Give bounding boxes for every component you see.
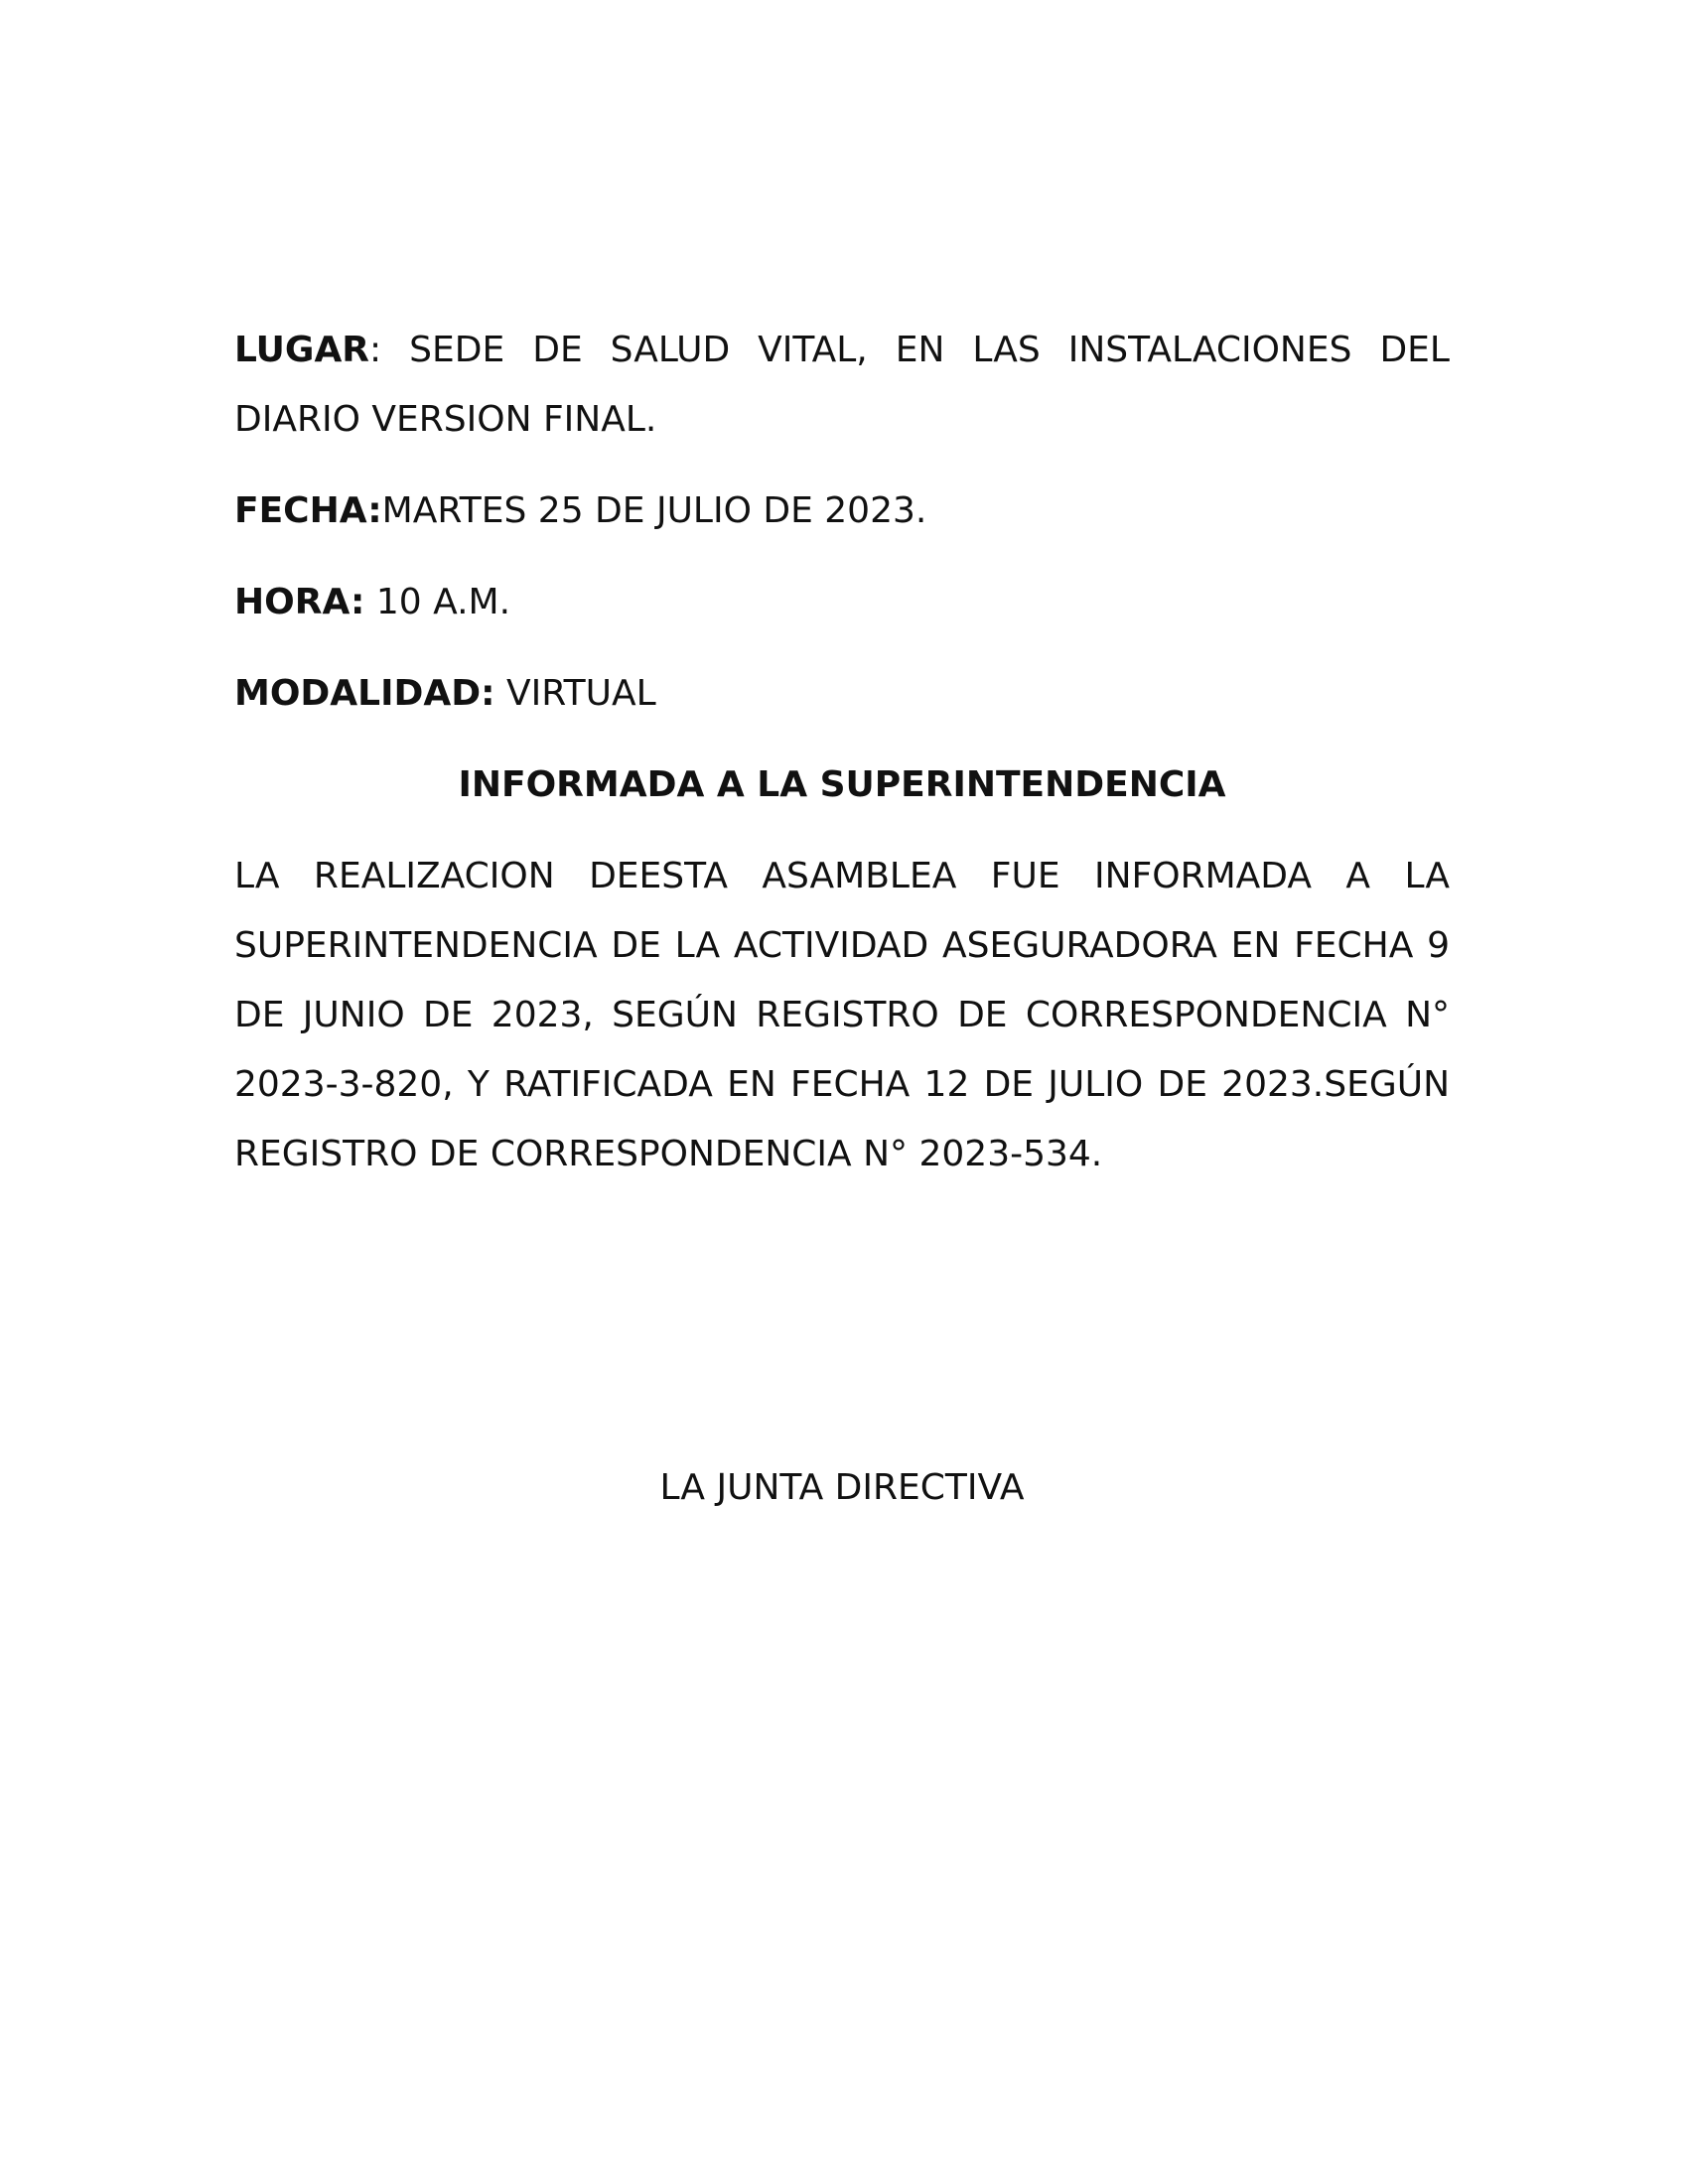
- document-body: [234, 316, 1450, 1189]
- signature-line: LA JUNTA DIRECTIVA: [659, 1467, 1025, 1508]
- notice-paragraph: LA REALIZACION DEESTA ASAMBLEA FUE INFORMADA A LA SUPERINTENDENCIA DE LA ACTIVIDAD ASEGURADORA EN FECHA 9 DE JUNIO DE 2023, SEGÚN REGISTRO DE CORRESPONDENCIA N° 2023-3-820, Y RATIFICADA EN FECHA 12 DE JULIO DE 2023.SEGÚN REGISTRO DE CORRESPONDENCIA N° 2023-534.: [234, 856, 1450, 1174]
- modalidad-line: [234, 659, 1450, 729]
- modalidad-label: MODALIDAD:: [234, 673, 495, 714]
- lugar-line: [234, 316, 1450, 455]
- hora-label: HORA:: [234, 582, 365, 622]
- fecha-label: FECHA:: [234, 490, 382, 531]
- section-heading: INFORMADA A LA SUPERINTENDENCIA: [458, 764, 1226, 805]
- fecha-line: [234, 477, 1450, 546]
- hora-value: 10 A.M.: [364, 582, 511, 622]
- lugar-label: LUGAR: [234, 330, 370, 370]
- lugar-separator: :: [369, 330, 410, 370]
- lugar-value: SEDE DE SALUD VITAL, EN LAS INSTALACIONES DEL DIARIO VERSION FINAL.: [234, 330, 1450, 440]
- hora-line: [234, 568, 1450, 637]
- fecha-value: MARTES 25 DE JULIO DE 2023.: [381, 490, 927, 531]
- modalidad-value: VIRTUAL: [494, 673, 656, 714]
